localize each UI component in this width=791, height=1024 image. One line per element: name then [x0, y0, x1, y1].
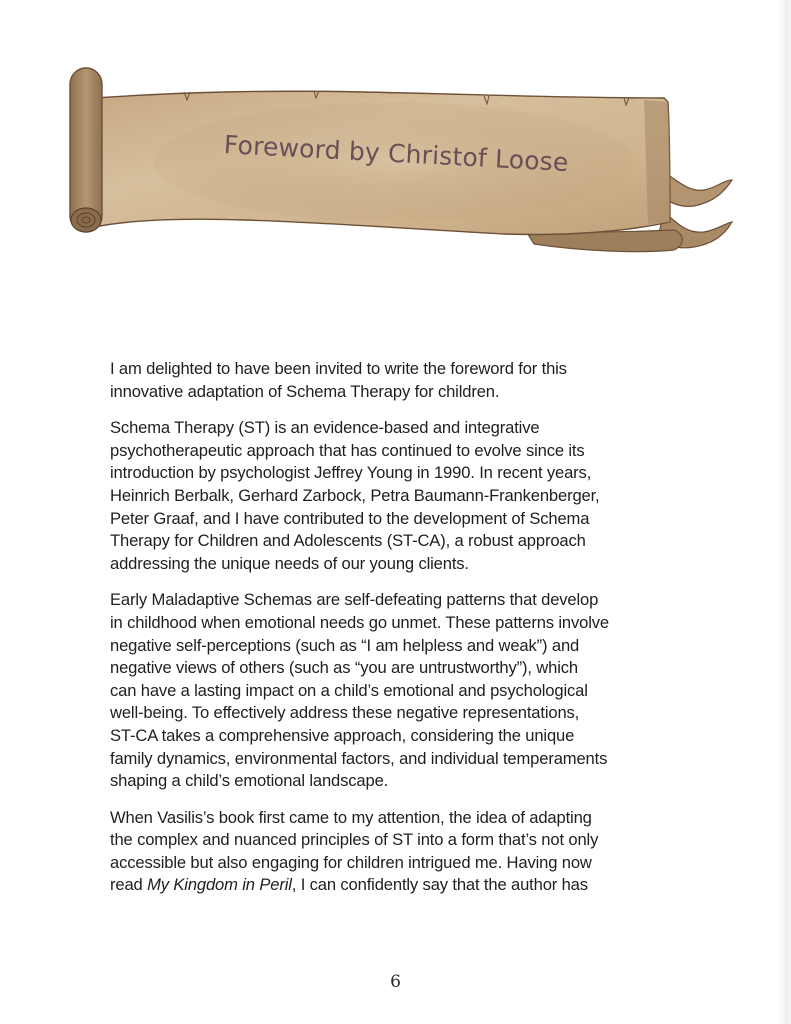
text-line: Heinrich Berbalk, Gerhard Zarbock, Petra Baumann-Frankenberger,	[110, 485, 600, 505]
text-line: introduction by psychologist Jeffrey Young in 1990. In recent years,	[110, 463, 592, 483]
text-line: I am delighted to have been invited to write the foreword for this	[110, 359, 567, 378]
text-line: Therapy for Children and Adolescents (ST-CA), a robust approach	[110, 531, 586, 551]
text-line: When Vasilis’s book first came to my attention, the idea of adapting	[110, 807, 592, 827]
text-line: well-being. To effectively address these negative representations,	[110, 703, 580, 723]
text-run: read	[110, 875, 148, 895]
text-line: family dynamics, environmental factors, and individual temperaments	[110, 748, 608, 768]
text-line: in childhood when emotional needs go unmet. These patterns involve	[110, 612, 609, 632]
foreword-body	[110, 358, 690, 911]
text-line: Schema Therapy (ST) is an evidence-based and integrative	[110, 418, 540, 438]
text-line: psychotherapeutic approach that has continued to evolve since its	[110, 440, 585, 460]
text-line: ST-CA takes a comprehensive approach, considering the unique	[110, 725, 575, 745]
paragraph	[110, 807, 690, 897]
text-line: shaping a child’s emotional landscape.	[110, 771, 389, 791]
text-line: accessible but also engaging for children intrigued me. Having now	[110, 852, 592, 872]
foreword-title: Foreword by Christof Loose	[223, 130, 570, 178]
page-number: 6	[390, 972, 401, 992]
text-line: Early Maladaptive Schemas are self-defeating patterns that develop	[110, 590, 599, 610]
text-line: negative views of others (such as “you are untrustworthy”), which	[110, 658, 578, 678]
scroll-banner	[64, 62, 740, 262]
text-line: the complex and nuanced principles of ST into a form that’s not only	[110, 830, 599, 850]
text-line: innovative adaptation of Schema Therapy for children.	[110, 381, 500, 401]
paragraph	[110, 358, 690, 403]
text-run: , I can confidently say that the author has	[291, 875, 588, 895]
book-title: My Kingdom in Peril	[147, 875, 292, 895]
text-line: Peter Graaf, and I have contributed to the development of Schema	[110, 508, 590, 528]
paragraph	[110, 589, 690, 792]
paragraph	[110, 417, 690, 575]
text-line: addressing the unique needs of our young clients.	[110, 553, 469, 573]
text-line	[110, 874, 690, 897]
page-edge	[777, 0, 791, 1024]
text-line: can have a lasting impact on a child’s emotional and psychological	[110, 680, 588, 700]
text-line: negative self-perceptions (such as “I am helpless and weak”) and	[110, 635, 580, 655]
